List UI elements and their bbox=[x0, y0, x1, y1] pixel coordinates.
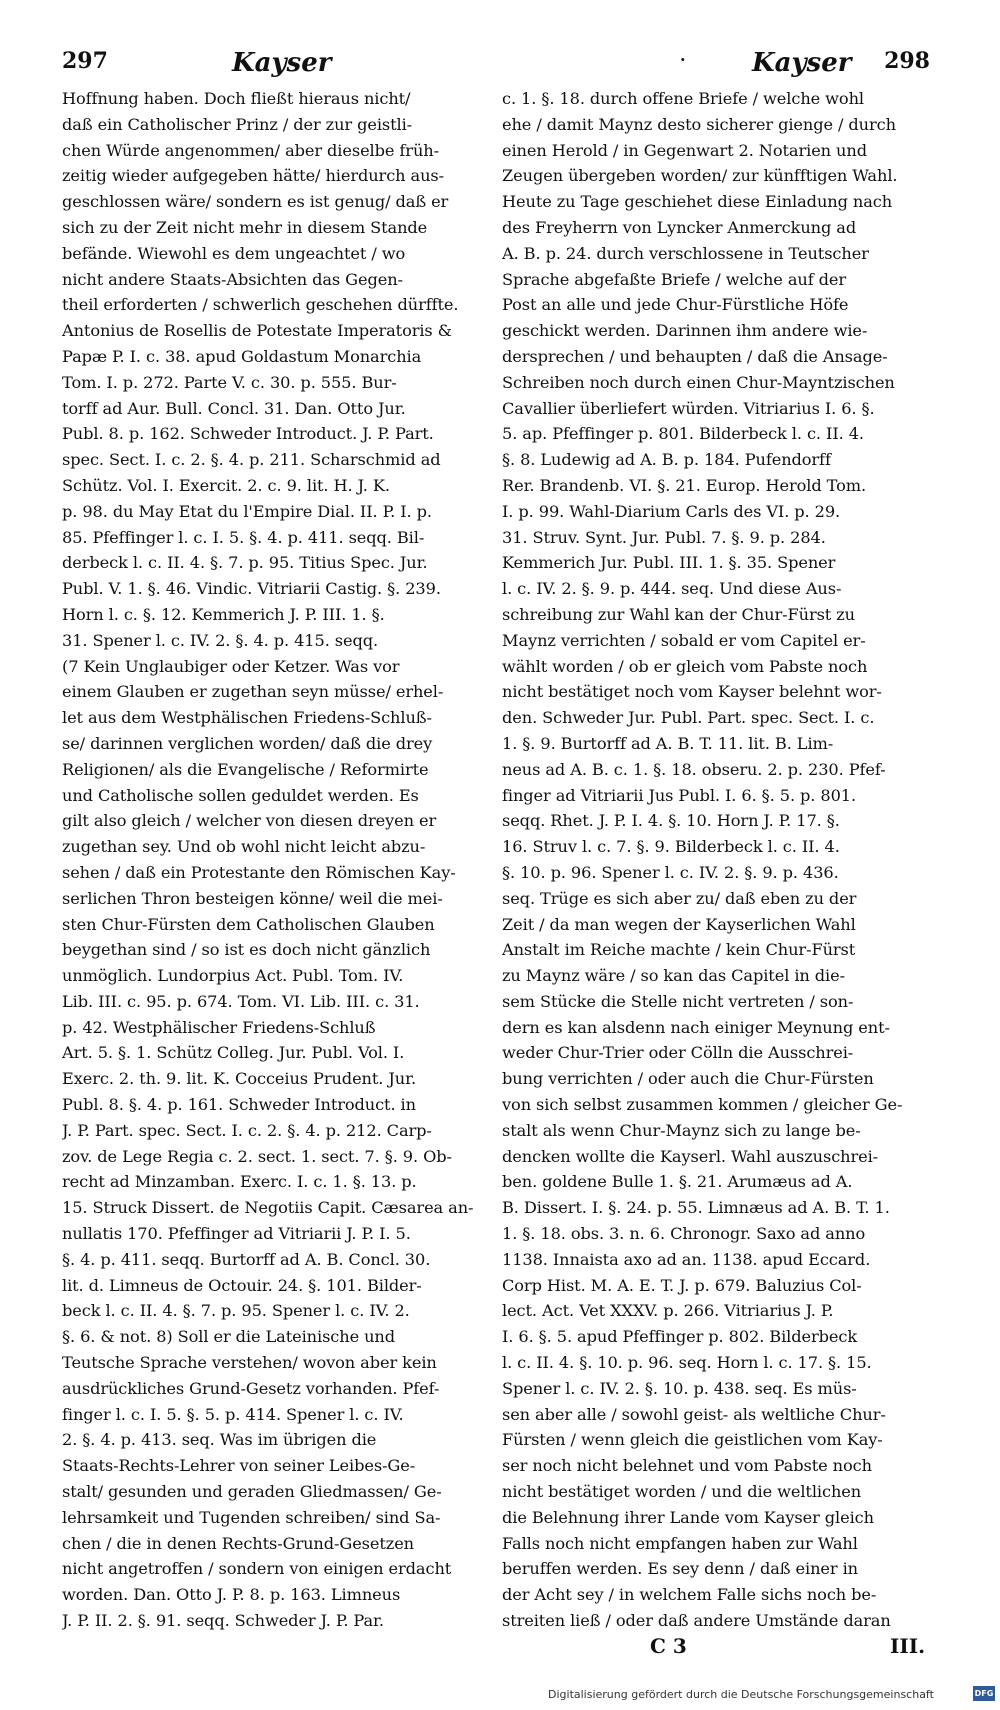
text-line: Maynz verrichten / sobald er vom Capitel er- bbox=[502, 630, 866, 650]
text-line: Falls noch nicht empfangen haben zur Wahl bbox=[502, 1533, 858, 1553]
text-line: theil erforderten / schwerlich geschehen dürffte. bbox=[62, 295, 459, 315]
text-line: nicht andere Staats-Absichten das Gegen- bbox=[62, 269, 403, 289]
text-line: des Freyherrn von Lyncker Anmerckung ad bbox=[502, 217, 857, 237]
text-line: neus ad A. B. c. 1. §. 18. obseru. 2. p. 230. Pfef- bbox=[502, 759, 886, 779]
text-line: Zeugen übergeben worden/ zur künfftigen Wahl. bbox=[502, 166, 898, 186]
text-line: beck l. c. II. 4. §. 7. p. 95. Spener l. c. IV. 2. bbox=[62, 1301, 410, 1321]
text-line: chen Würde angenommen/ aber dieselbe früh- bbox=[62, 140, 439, 160]
text-line: worden. Dan. Otto J. P. 8. p. 163. Limneus bbox=[62, 1585, 401, 1605]
text-line: stalt als wenn Chur-Maynz sich zu lange be- bbox=[502, 1120, 861, 1140]
text-line: Horn l. c. §. 12. Kemmerich J. P. III. 1. §. bbox=[62, 604, 385, 624]
text-line: sen aber alle / sowohl geist- als weltliche Chur- bbox=[502, 1404, 886, 1424]
text-line: p. 98. du May Etat du l'Empire Dial. II. P. I. p. bbox=[62, 501, 432, 521]
text-line: I. 6. §. 5. apud Pfeffinger p. 802. Bilderbeck bbox=[502, 1327, 858, 1347]
text-line: J. P. Part. spec. Sect. I. c. 2. §. 4. p. 212. Carp- bbox=[62, 1120, 432, 1140]
text-line: lit. d. Limneus de Octouir. 24. §. 101. Bilder- bbox=[62, 1275, 422, 1295]
text-line: B. Dissert. I. §. 24. p. 55. Limnæus ad A. B. T. 1. bbox=[502, 1198, 890, 1218]
text-line: zeitig wieder aufgegeben hätte/ hierdurch aus- bbox=[62, 166, 444, 186]
text-line: let aus dem Westphälischen Friedens-Schluß- bbox=[62, 708, 432, 728]
text-line: chen / die in denen Rechts-Grund-Gesetzen bbox=[62, 1533, 415, 1553]
text-line: p. 42. Westphälischer Friedens-Schluß bbox=[62, 1017, 376, 1037]
text-line: Lib. III. c. 95. p. 674. Tom. VI. Lib. III. c. 31. bbox=[62, 991, 420, 1011]
text-line: ben. goldene Bulle 1. §. 21. Arumæus ad A. bbox=[502, 1172, 853, 1192]
text-line: A. B. p. 24. durch verschlossene in Teutscher bbox=[502, 243, 869, 263]
text-line: zu Maynz wäre / so kan das Capitel in die- bbox=[502, 966, 845, 986]
text-line: sten Chur-Fürsten dem Catholischen Glauben bbox=[62, 914, 435, 934]
text-line: recht ad Minzamban. Exerc. I. c. 1. §. 13. p. bbox=[62, 1172, 417, 1192]
text-line: 31. Struv. Synt. Jur. Publ. 7. §. 9. p. 284. bbox=[502, 527, 826, 547]
text-line: torff ad Aur. Bull. Concl. 31. Dan. Otto Jur. bbox=[62, 398, 406, 418]
text-line: und Catholische sollen geduldet werden. Es bbox=[62, 785, 419, 805]
text-line: zugethan sey. Und ob wohl nicht leicht abzu- bbox=[62, 837, 426, 857]
text-line: Spener l. c. IV. 2. §. 10. p. 438. seq. Es müs- bbox=[502, 1378, 857, 1398]
text-line: Papæ P. I. c. 38. apud Goldastum Monarchia bbox=[62, 346, 422, 366]
text-line: §. 10. p. 96. Spener l. c. IV. 2. §. 9. p. 436. bbox=[502, 862, 839, 882]
text-line: nicht angetroffen / sondern von einigen erdacht bbox=[62, 1559, 452, 1579]
text-line: 15. Struck Dissert. de Negotiis Capit. Cæsarea an- bbox=[62, 1198, 474, 1218]
text-line: Fürsten / wenn gleich die geistlichen vom Kay- bbox=[502, 1430, 883, 1450]
text-line: Exerc. 2. th. 9. lit. K. Cocceius Prudent. Jur. bbox=[62, 1069, 416, 1089]
text-line: ehe / damit Maynz desto sicherer gienge / durch bbox=[502, 114, 896, 134]
text-line: befände. Wiewohl es dem ungeachtet / wo bbox=[62, 243, 406, 263]
text-line: I. p. 99. Wahl-Diarium Carls des VI. p. 29. bbox=[502, 501, 841, 521]
text-line: 2. §. 4. p. 413. seq. Was im übrigen die bbox=[62, 1430, 377, 1450]
text-line: 31. Spener l. c. IV. 2. §. 4. p. 415. seqq. bbox=[62, 630, 379, 650]
text-line: se/ darinnen verglichen worden/ daß die drey bbox=[62, 733, 433, 753]
text-line: schreibung zur Wahl kan der Chur-Fürst zu bbox=[502, 604, 855, 624]
text-line: Hoffnung haben. Doch fließt hieraus nicht/ bbox=[62, 89, 411, 108]
text-line: dencken wollte die Kayserl. Wahl auszuschrei- bbox=[502, 1146, 879, 1166]
page-number-right: 298 bbox=[884, 48, 930, 74]
text-line: Anstalt im Reiche machte / kein Chur-Fürst bbox=[502, 940, 856, 960]
text-line: daß ein Catholischer Prinz / der zur geistli- bbox=[62, 114, 413, 134]
digitization-credit: Digitalisierung gefördert durch die Deutsche Forschungsgemeinschaft bbox=[548, 1688, 934, 1701]
text-line: lect. Act. Vet XXXV. p. 266. Vitriarius J. P. bbox=[502, 1301, 834, 1321]
text-line: l. c. II. 4. §. 10. p. 96. seq. Horn l. c. 17. §. 15. bbox=[502, 1353, 872, 1373]
text-line: Heute zu Tage geschiehet diese Einladung nach bbox=[502, 192, 893, 212]
text-line: Schreiben noch durch einen Chur-Mayntzischen bbox=[502, 372, 895, 392]
text-line: Sprache abgefaßte Briefe / welche auf der bbox=[502, 269, 847, 289]
text-line: §. 6. & not. 8) Soll er die Lateinische und bbox=[62, 1327, 396, 1347]
text-line: einen Herold / in Gegenwart 2. Notarien und bbox=[502, 140, 867, 160]
text-line: geschlossen wäre/ sondern es ist genug/ daß er bbox=[62, 192, 449, 212]
text-line: wählt worden / ob er gleich vom Pabste noch bbox=[502, 656, 868, 676]
text-line: beygethan sind / so ist es doch nicht gänzlich bbox=[62, 940, 431, 960]
text-line: Post an alle und jede Chur-Fürstliche Höfe bbox=[502, 295, 849, 315]
text-line: Publ. 8. §. 4. p. 161. Schweder Introduct. in bbox=[62, 1095, 416, 1115]
text-line: die Belehnung ihrer Lande vom Kayser gleich bbox=[502, 1507, 874, 1527]
text-line: c. 1. §. 18. durch offene Briefe / welche wohl bbox=[502, 89, 864, 108]
text-line: ser noch nicht belehnet und vom Pabste noch bbox=[502, 1456, 872, 1476]
text-line: geschickt werden. Darinnen ihm andere wie- bbox=[502, 321, 868, 341]
text-line: Art. 5. §. 1. Schütz Colleg. Jur. Publ. Vol. I. bbox=[62, 1043, 405, 1063]
text-line: 16. Struv l. c. 7. §. 9. Bilderbeck l. c. II. 4. bbox=[502, 837, 840, 857]
text-line: Publ. 8. p. 162. Schweder Introduct. J. P. Part. bbox=[62, 424, 434, 444]
text-line: Cavallier überliefert würden. Vitriarius I. 6. §. bbox=[502, 398, 875, 418]
text-line: derbeck l. c. II. 4. §. 7. p. 95. Titius Spec. Jur. bbox=[62, 553, 428, 573]
text-line: finger ad Vitriarii Jus Publ. I. 6. §. 5. p. 801. bbox=[502, 785, 857, 805]
text-line: beruffen werden. Es sey denn / daß einer in bbox=[502, 1559, 858, 1579]
text-line: dersprechen / und behaupten / daß die Ansage- bbox=[502, 346, 888, 366]
text-line: §. 8. Ludewig ad A. B. p. 184. Pufendorff bbox=[502, 450, 831, 470]
text-line: gilt also gleich / welcher von diesen dreyen er bbox=[62, 811, 437, 831]
text-line: nicht bestätiget noch vom Kayser belehnt wor- bbox=[502, 682, 882, 702]
text-line: weder Chur-Trier oder Cölln die Ausschrei- bbox=[502, 1043, 854, 1063]
text-line: l. c. IV. 2. §. 9. p. 444. seq. Und diese Aus- bbox=[502, 579, 842, 599]
text-line: zov. de Lege Regia c. 2. sect. 1. sect. 7. §. 9. Ob- bbox=[62, 1146, 452, 1166]
text-line: 1. §. 18. obs. 3. n. 6. Chronogr. Saxo ad anno bbox=[502, 1224, 866, 1244]
text-line: der Acht sey / in welchem Falle sichs noch be- bbox=[502, 1585, 877, 1605]
text-line: Corp Hist. M. A. E. T. J. p. 679. Baluzius Col- bbox=[502, 1275, 862, 1295]
running-title-right: Kayser bbox=[752, 48, 852, 78]
text-line: Religionen/ als die Evangelische / Reformirte bbox=[62, 759, 429, 779]
text-line: von sich selbst zusammen kommen / gleicher Ge- bbox=[502, 1095, 903, 1115]
text-line: sich zu der Zeit nicht mehr in diesem Stande bbox=[62, 217, 428, 237]
dfg-logo-icon: DFG bbox=[973, 1686, 995, 1701]
text-line: seq. Trüge es sich aber zu/ daß eben zu der bbox=[502, 888, 857, 908]
text-line: den. Schweder Jur. Publ. Part. spec. Sect. I. c. bbox=[502, 708, 875, 728]
text-line: Rer. Brandenb. VI. §. 21. Europ. Herold Tom. bbox=[502, 475, 867, 495]
text-line: Tom. I. p. 272. Parte V. c. 30. p. 555. Bur- bbox=[62, 372, 397, 392]
text-line: nicht bestätiget worden / und die weltlichen bbox=[502, 1482, 862, 1502]
signature-mark: C 3 bbox=[650, 1634, 687, 1658]
text-line: 5. ap. Pfeffinger p. 801. Bilderbeck l. c. II. 4. bbox=[502, 424, 864, 444]
text-line: spec. Sect. I. c. 2. §. 4. p. 211. Scharschmid ad bbox=[62, 450, 441, 470]
left-text-column bbox=[62, 86, 490, 1634]
catchword: III. bbox=[890, 1634, 926, 1658]
right-text-column bbox=[502, 86, 930, 1634]
page-header bbox=[62, 48, 930, 82]
text-line: 85. Pfeffinger l. c. I. 5. §. 4. p. 411. seqq. Bil- bbox=[62, 527, 425, 547]
text-line: streiten ließ / oder daß andere Umstände daran bbox=[502, 1611, 891, 1631]
text-line: J. P. II. 2. §. 91. seqq. Schweder J. P. Par. bbox=[62, 1611, 384, 1631]
text-line: Zeit / da man wegen der Kayserlichen Wahl bbox=[502, 914, 856, 934]
text-line: bung verrichten / oder auch die Chur-Fürsten bbox=[502, 1069, 874, 1089]
text-line: sem Stücke die Stelle nicht vertreten / son- bbox=[502, 991, 854, 1011]
text-line: lehrsamkeit und Tugenden schreiben/ sind Sa- bbox=[62, 1507, 441, 1527]
text-line: Publ. V. 1. §. 46. Vindic. Vitriarii Castig. §. 239. bbox=[62, 579, 441, 599]
text-line: einem Glauben er zugethan seyn müsse/ erhel- bbox=[62, 682, 444, 702]
running-title-left: Kayser bbox=[232, 48, 332, 78]
text-line: Antonius de Rosellis de Potestate Imperatoris & bbox=[62, 321, 452, 341]
text-line: Schütz. Vol. I. Exercit. 2. c. 9. lit. H. J. K. bbox=[62, 475, 390, 495]
text-line: Kemmerich Jur. Publ. III. 1. §. 35. Spener bbox=[502, 553, 836, 573]
text-line: serlichen Thron besteigen könne/ weil die mei- bbox=[62, 888, 443, 908]
text-line: sehen / daß ein Protestante den Römischen Kay- bbox=[62, 862, 456, 882]
text-line: finger l. c. I. 5. §. 5. p. 414. Spener l. c. IV. bbox=[62, 1404, 404, 1424]
text-line: dern es kan alsdenn nach einiger Meynung ent- bbox=[502, 1017, 890, 1037]
text-line: nullatis 170. Pfeffinger ad Vitriarii J. P. I. 5. bbox=[62, 1224, 411, 1244]
text-line: seqq. Rhet. J. P. I. 4. §. 10. Horn J. P. 17. §. bbox=[502, 811, 840, 831]
page-number-left: 297 bbox=[62, 48, 108, 74]
text-line: unmöglich. Lundorpius Act. Publ. Tom. IV. bbox=[62, 966, 404, 986]
text-line: ausdrückliches Grund-Gesetz vorhanden. Pfef- bbox=[62, 1378, 440, 1398]
text-line: Staats-Rechts-Lehrer von seiner Leibes-Ge- bbox=[62, 1456, 416, 1476]
text-line: 1. §. 9. Burtorff ad A. B. T. 11. lit. B. Lim- bbox=[502, 733, 834, 753]
text-line: Teutsche Sprache verstehen/ wovon aber kein bbox=[62, 1353, 437, 1373]
text-line: (7 Kein Unglaubiger oder Ketzer. Was vor bbox=[62, 656, 400, 676]
text-line: §. 4. p. 411. seqq. Burtorff ad A. B. Concl. 30. bbox=[62, 1249, 431, 1269]
header-separator: · bbox=[680, 50, 686, 69]
text-line: stalt/ gesunden und geraden Gliedmassen/ Ge- bbox=[62, 1482, 442, 1502]
text-line: 1138. Innaista axo ad an. 1138. apud Eccard. bbox=[502, 1249, 871, 1269]
